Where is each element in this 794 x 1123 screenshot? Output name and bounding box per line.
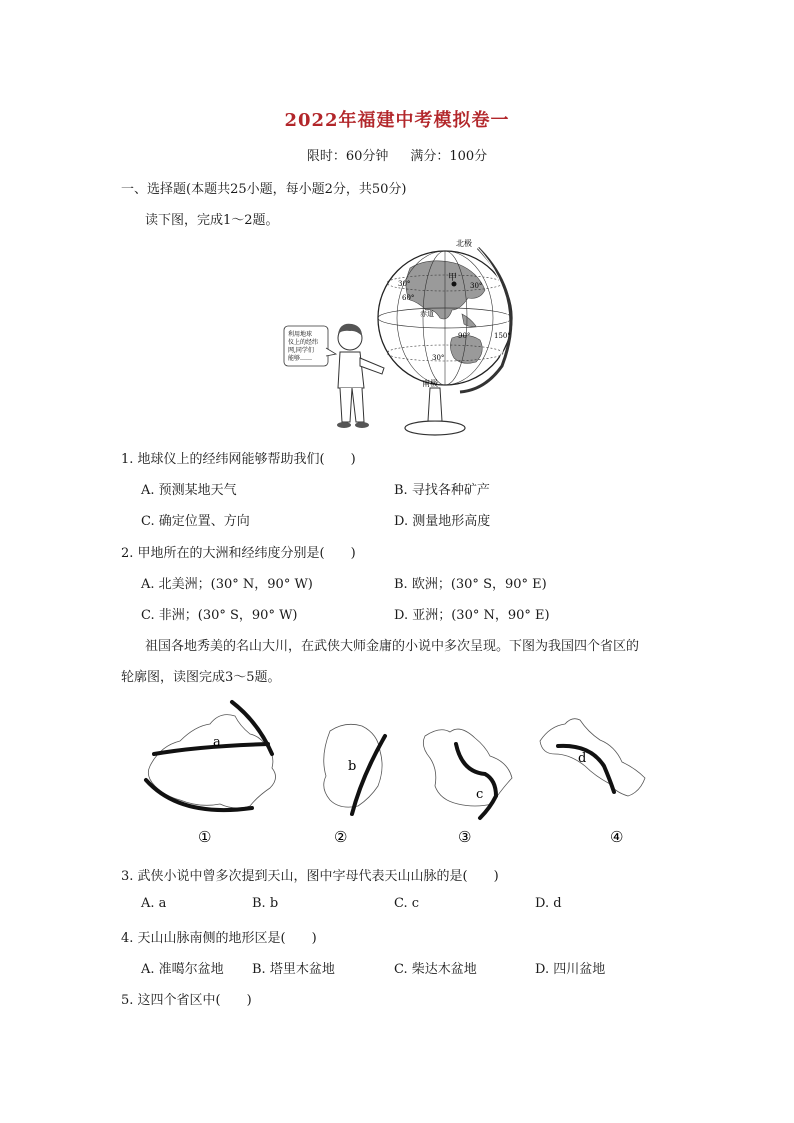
longitude-label: 150° — [494, 332, 511, 340]
province-number-1: ① — [198, 828, 212, 846]
q1-option-b[interactable]: B. 寻找各种矿产 — [394, 483, 490, 498]
q2-option-d[interactable]: D. 亚洲；(30° N，90° E) — [394, 608, 550, 623]
student-arm — [360, 358, 384, 374]
instruction-2-line-2: 轮廓图，读图完成3～5题。 — [121, 670, 281, 685]
mountain-a — [154, 744, 268, 754]
q2-option-a[interactable]: A. 北美洲；(30° N，90° W) — [141, 577, 313, 592]
province-number-2: ② — [334, 828, 348, 846]
page-title: 2022年福建中考模拟卷一 — [284, 110, 510, 131]
speech-bubble-tail — [326, 348, 336, 356]
speech-text: 网,同学们 — [288, 347, 314, 354]
instruction-2-line-1: 祖国各地秀美的名山大川，在武侠大师金庸的小说中多次呈现。下图为我国四个省区的 — [145, 639, 640, 654]
mountain-label-d: d — [578, 751, 587, 766]
q2-option-c[interactable]: C. 非洲；(30° S，90° W) — [141, 608, 298, 623]
q1-option-d[interactable]: D. 测量地形高度 — [394, 514, 491, 529]
latitude-label: 30° — [398, 280, 411, 288]
mountain-label-a: a — [213, 735, 221, 750]
q2-option-b[interactable]: B. 欧洲；(30° S，90° E) — [394, 577, 547, 592]
student-shoe — [337, 422, 351, 428]
mountain-label-b: b — [348, 759, 357, 774]
q1-option-a[interactable]: A. 预测某地天气 — [141, 483, 237, 498]
q4-option-b[interactable]: B. 塔里木盆地 — [252, 962, 335, 977]
speech-text: 能够…… — [288, 355, 313, 362]
north-pole-label: 北极 — [456, 239, 472, 248]
mountain-arc — [146, 780, 252, 810]
province-number-3: ③ — [458, 828, 472, 846]
full-score: 满分：100分 — [410, 149, 488, 164]
longitude-label: 90° — [458, 332, 471, 340]
question-1-stem: 1. 地球仪上的经纬网能够帮助我们( ) — [121, 452, 356, 467]
q4-option-a[interactable]: A. 准噶尔盆地 — [141, 962, 224, 977]
mountain-b — [352, 736, 385, 814]
instruction-1: 读下图，完成1～2题。 — [145, 213, 279, 228]
time-limit: 限时：60分钟 — [306, 149, 389, 164]
equator-label: 赤道 — [420, 310, 434, 318]
q4-option-c[interactable]: C. 柴达木盆地 — [394, 962, 477, 977]
q3-option-b[interactable]: B. b — [252, 896, 279, 911]
question-5-stem: 5. 这四个省区中( ) — [121, 993, 252, 1008]
mountain-c — [456, 744, 496, 818]
section-heading: 一、选择题(本题共25小题，每小题2分，共50分) — [121, 182, 407, 197]
question-2-stem: 2. 甲地所在的大洲和经纬度分别是( ) — [121, 546, 356, 561]
student-legs — [340, 388, 364, 422]
exam-info — [0, 145, 794, 164]
q1-option-c[interactable]: C. 确定位置、方向 — [141, 514, 250, 529]
q4-option-d[interactable]: D. 四川盆地 — [535, 962, 606, 977]
provinces-figure — [140, 696, 660, 851]
speech-text: 利用地球 — [288, 331, 313, 338]
q3-option-c[interactable]: C. c — [394, 896, 420, 911]
question-3-stem: 3. 武侠小说中曾多次提到天山，图中字母代表天山山脉的是( ) — [121, 869, 499, 884]
globe-base — [405, 421, 465, 435]
latitude-label: 60° — [402, 294, 415, 302]
province-number-4: ④ — [610, 828, 624, 846]
province-4-outline — [540, 719, 645, 796]
student-shoe — [355, 422, 369, 428]
speech-text: 仪上的经纬 — [288, 339, 319, 346]
globe-figure — [280, 238, 530, 438]
q3-option-a[interactable]: A. a — [141, 896, 167, 911]
globe-stand — [428, 388, 442, 421]
south-pole-label: 南极 — [422, 379, 438, 388]
mountain-label-c: c — [476, 787, 484, 802]
question-4-stem: 4. 天山山脉南侧的地形区是( ) — [121, 931, 317, 946]
q3-option-d[interactable]: D. d — [535, 896, 562, 911]
point-jia-label: 甲 — [448, 273, 458, 283]
student-body — [338, 352, 364, 388]
latitude-label: 30° — [432, 354, 445, 362]
latitude-label: 30° — [470, 282, 483, 290]
